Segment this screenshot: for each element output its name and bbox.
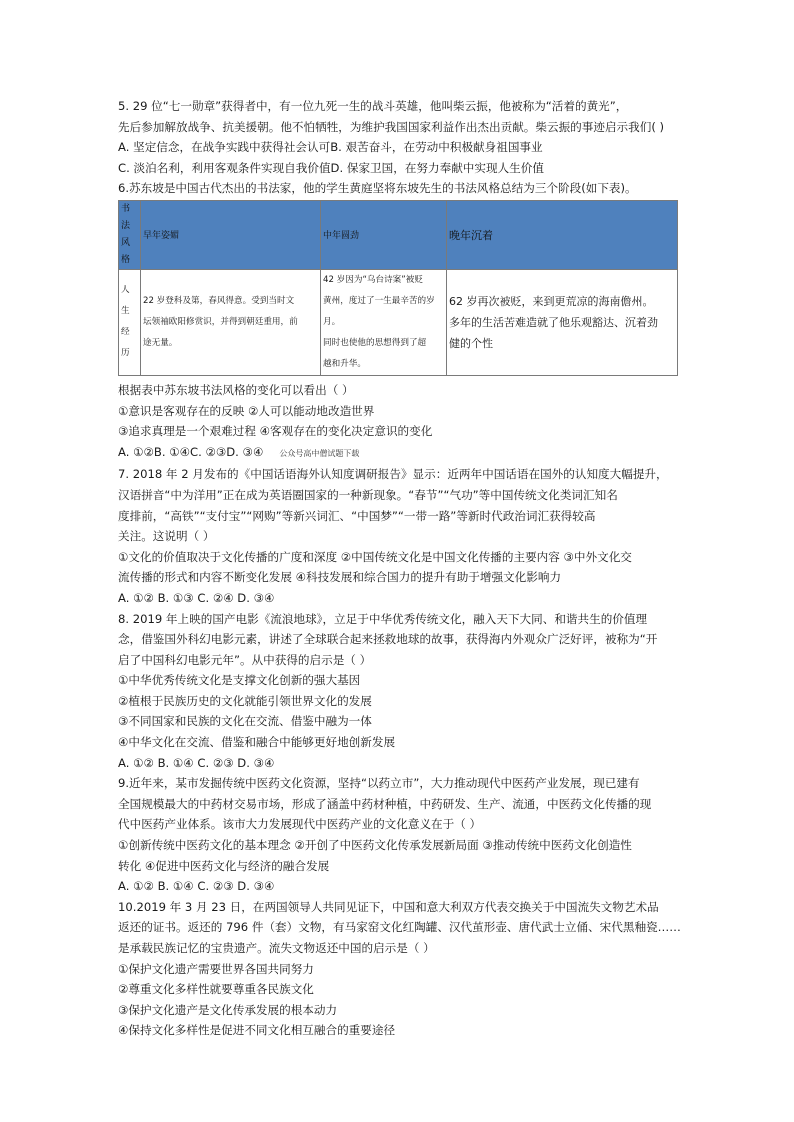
q9-items-line-1: ①创新传统中医药文化的基本理念 ②开创了中医药文化传承发展新局面 ③推动传统中医药文化创造性	[118, 838, 632, 853]
q7-answers: A. ①② B. ①③ C. ②④ D. ③④	[118, 590, 275, 605]
q7-stem-line-4: 关注。这说明（ ）	[118, 529, 215, 544]
q8-stem-line-1: 8. 2019 年上映的国产电影《流浪地球》，立足于中华优秀传统文化，融入天下大同、和谐共生的价值理	[118, 611, 648, 626]
q10-item-4: ④保持文化多样性是促进不同文化相互融合的重要途径	[118, 1023, 396, 1038]
q8-stem-line-2: 念，借鉴国外科幻电影元素，讲述了全球联合起来拯救地球的故事，获得海内外观众广泛好评，被称为“开	[118, 632, 658, 647]
q5-stem-line-2: 先后参加解放战争、抗美援朝。他不怕牺牲，为维护我国国家利益作出杰出贡献。柴云振的事迹启示我们( )	[118, 119, 665, 134]
question-10	[118, 897, 681, 1041]
table-cell-late: 62 岁再次被贬，来到更荒凉的海南儋州。 多年的生活苦难造就了他乐观豁达、沉着劲 健的个性	[447, 269, 678, 375]
q7-items-line-2: 流传播的形式和内容不断变化发展 ④科技发展和综合国力的提升有助于增强文化影响力	[118, 570, 562, 585]
table-cell-early: 22 岁登科及第，春风得意。受到当时文 坛领袖欧阳修赏识，并得到朝廷重用，前 途无量。	[141, 269, 321, 375]
q6-answer-choices: A. ①②B. ①④C. ②③D. ③④	[118, 444, 264, 459]
question-7	[118, 464, 678, 608]
table-cell-middle: 42 岁因为“乌台诗案”被贬 黄州，度过了一生最辛苦的岁 月。 同时也使他的思想得到了超 越和升华。	[321, 269, 447, 375]
q6-items-line-2: ③追求真理是一个艰难过程 ④客观存在的变化决定意识的变化	[118, 424, 433, 439]
q10-stem-line-2: 返还的证书。返还的 796 件（套）文物，有马家窑文化红陶罐、汉代茧形壶、唐代武士立俑、宋代黑釉瓷……	[118, 920, 681, 935]
question-8	[118, 609, 678, 774]
table-row-header-style: 书法 风格	[119, 200, 141, 269]
q10-stem-line-1: 10.2019 年 3 月 23 日，在两国领导人共同见证下，中国和意大利双方代表交换关于中国流失文物艺术品	[118, 899, 659, 914]
q8-stem-line-3: 启了中国科幻电影元年”。从中获得的启示是（ ）	[118, 652, 372, 667]
table-header-middle: 中年圆劲	[321, 200, 447, 269]
q6-items-line-1: ①意识是客观存在的反映 ②人可以能动地改造世界	[118, 403, 375, 418]
q7-stem-line-2: 汉语拼音“中为洋用”正在成为英语圈国家的一种新现象。“春节”“气功”等中国传统文化类词汇知名	[118, 487, 618, 502]
q10-item-1: ①保护文化遗产需要世界各国共同努力	[118, 961, 314, 976]
q6-question: 根据表中苏东坡书法风格的变化可以看出（ ）	[118, 382, 354, 397]
q8-item-4: ④中华文化在交流、借鉴和融合中能够更好地创新发展	[118, 735, 396, 750]
calligraphy-style-table	[118, 200, 678, 376]
q9-answers: A. ①② B. ①④ C. ②③ D. ③④	[118, 879, 275, 894]
question-content	[118, 96, 681, 1041]
q8-item-2: ②植根于民族历史的文化就能引领世界文化的发展	[118, 693, 372, 708]
q9-stem-line-3: 代中医药产业体系。该市大力发展现代中医药产业的文化意义在于（ ）	[118, 817, 482, 832]
question-9	[118, 773, 678, 897]
table-row	[119, 200, 678, 269]
question-6	[118, 178, 678, 464]
q6-answers	[118, 442, 678, 465]
q6-stem: 6.苏东坡是中国古代杰出的书法家，他的学生黄庭坚将东坡先生的书法风格总结为三个阶段(如下表)。	[118, 181, 637, 196]
watermark-note: 公众号高中僧试题下载	[279, 448, 360, 458]
q9-items-line-2: 转化 ④促进中医药文化与经济的融合发展	[118, 858, 330, 873]
question-5	[118, 96, 678, 178]
q10-item-2: ②尊重文化多样性就要尊重各民族文化	[118, 982, 314, 997]
table-row	[119, 269, 678, 375]
q8-answers: A. ①② B. ①④ C. ②③ D. ③④	[118, 755, 275, 770]
q7-items-line-1: ①文化的价值取决于文化传播的广度和深度 ②中国传统文化是中国文化传播的主要内容 ③中外文化交	[118, 549, 632, 564]
q5-options-line-1: A. 坚定信念，在战争实践中获得社会认可B. 艰苦奋斗，在劳动中积极献身祖国事业	[118, 140, 543, 155]
q7-stem-line-1: 7. 2018 年 2 月发布的《中国话语海外认知度调研报告》显示：近两年中国话语在国外的认知度大幅提升，	[118, 467, 668, 482]
q8-item-3: ③不同国家和民族的文化在交流、借鉴中融为一体	[118, 714, 372, 729]
q5-options-line-2: C. 淡泊名利，利用客观条件实现自我价值D. 保家卫国，在努力奉献中实现人生价值	[118, 160, 544, 175]
q10-item-3: ③保护文化遗产是文化传承发展的根本动力	[118, 1002, 338, 1017]
table-header-late: 晚年沉着	[447, 200, 678, 269]
table-row-header-life: 人生 经历	[119, 269, 141, 375]
table-header-early: 早年姿媚	[141, 200, 321, 269]
q9-stem-line-1: 9.近年来，某市发掘传统中医药文化资源，坚持“以药立市”，大力推动现代中医药产业发展，现已建有	[118, 776, 640, 791]
q9-stem-line-2: 全国规模最大的中药材交易市场，形成了涵盖中药材种植，中药研发、生产、流通，中医药文化传播的现	[118, 796, 652, 811]
q10-stem-line-3: 是承载民族记忆的宝贵遗产。流失文物返还中国的启示是（ ）	[118, 941, 435, 955]
q5-stem-line-1: 5. 29 位“七一勋章”获得者中，有一位九死一生的战斗英雄，他叫柴云振，他被称为“活着的黄光”，	[118, 99, 628, 113]
q8-item-1: ①中华优秀传统文化是支撑文化创新的强大基因	[118, 673, 361, 688]
q7-stem-line-3: 度排前，“高铁”“支付宝”“网购”等新兴词汇、“中国梦”“一带一路”等新时代政治词汇获得较高	[118, 508, 596, 523]
